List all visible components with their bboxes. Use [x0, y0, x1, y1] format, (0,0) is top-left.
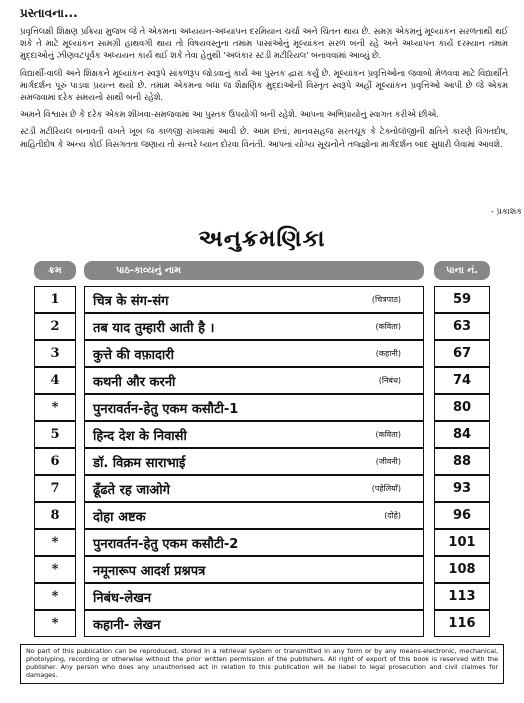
row-title: पुनरावर्तन-हेतु एकम कसौटी-1 [93, 401, 239, 417]
row-serial: 4 [34, 367, 76, 394]
row-name-cell [84, 313, 424, 340]
row-genre: (कविता) [375, 322, 401, 331]
header-serial: ક્રમ [34, 261, 76, 280]
row-genre: (कविता) [375, 430, 401, 439]
row-name-cell [84, 529, 424, 556]
header-page-number: પાના નં. [434, 261, 490, 280]
row-title: हिन्द देश के निवासी [93, 428, 187, 444]
row-serial: * [34, 556, 76, 583]
row-name-cell [84, 556, 424, 583]
row-title: कथनी और करनी [93, 374, 176, 390]
row-page: 93 [434, 475, 490, 502]
publisher-signature: - પ્રકાશક [490, 206, 522, 216]
row-genre: (दोहे) [384, 511, 401, 520]
preface-paragraph: પ્રવૃત્તિલક્ષી શિક્ષણ પ્રક્રિયા મુજબ જે તે એકમના અધ્યયન-અધ્યાપન દરમિયાન ચર્ચા અને ચિંતન થાય છે. સમગ્ર એકમનું મૂલ્યાંકન સરળતાથી થઈ શકે તે માટે મૂલ્યાંકન સામગ્રી હાથવગી થાય તો વિષયવસ્તુના તમામ પાસાંઓનું મૂલ્યાંકન સરળ બની રહે અને અધ્યાપન કાર્ય દરમ્યાન તમામ મુદ્દાઓનું ઝીણવટપૂર્વક અધ્યયન કાર્ય થઈ શકે તેવા હેતુથી 'અલંકાર સ્ટડી મટીરિયલ' બનાવવામાં આવ્યું છે. [20, 26, 508, 61]
row-name-cell [84, 286, 424, 313]
row-serial: * [34, 610, 76, 637]
row-name-cell [84, 583, 424, 610]
copyright-notice: No part of this publication can be reproduced, stored in a retrieval system or transmitted in any form or by any means-electronic, mechanical, photolyping, recording or otherwise without the prior written permission of the publishers. All right of export of this book is reserved with the publisher. Any person who does any unauthorised act in relation to this publication will be liabel to legal prosecution and civil claimes for damages. [20, 644, 504, 684]
row-name-cell [84, 448, 424, 475]
index-title: અનુક્રમણિકા [198, 226, 326, 252]
row-page: 67 [434, 340, 490, 367]
row-genre: (चित्रपाठ) [371, 295, 401, 304]
row-page: 59 [434, 286, 490, 313]
preface-paragraph: સ્ટડી મટીરિયલ બનાવતી વખતે ખૂબ જ કાળજી રાખવામાં આવી છે. આમ છતાં, માનવસહજ સરતચૂક કે ટેક્નોલૉજીની ક્ષતિને કારણે વિગતદોષ, માહિતીદોષ કે અન્ય કોઈ વિસંગતતા જણાય તો સત્વરે ધ્યાન દોરવા વિનંતી. આપનાં યોગ્ય સૂચનોને તજ્જ્ઞોના માર્ગદર્શન બાદ સુધારી લેવામાં આવશે. [20, 126, 508, 149]
row-serial: 8 [34, 502, 76, 529]
row-name-cell [84, 367, 424, 394]
row-name-cell [84, 475, 424, 502]
row-page: 96 [434, 502, 490, 529]
row-genre: (निबंध) [378, 376, 401, 385]
row-serial: 7 [34, 475, 76, 502]
row-title: चित्र के संग-संग [93, 293, 169, 309]
row-page: 80 [434, 394, 490, 421]
row-title: निबंध-लेखन [93, 590, 152, 606]
row-name-cell [84, 421, 424, 448]
row-title: कुत्ते की वफ़ादारी [93, 347, 174, 363]
row-serial: * [34, 529, 76, 556]
row-name-cell [84, 394, 424, 421]
row-page: 88 [434, 448, 490, 475]
row-title: तब याद तुम्हारी आती है । [93, 320, 215, 336]
header-lesson-name: પાઠ-કાવ્યનું નામ [84, 261, 424, 280]
row-title: ढूँढते रह जाओगे [93, 482, 170, 498]
row-page: 108 [434, 556, 490, 583]
row-title: पुनरावर्तन-हेतु एकम कसौटी-2 [93, 536, 239, 552]
row-page: 84 [434, 421, 490, 448]
row-serial: 3 [34, 340, 76, 367]
row-page: 116 [434, 610, 490, 637]
row-title: डॉ. विक्रम साराभाई [93, 455, 186, 471]
row-genre: (पहेलियाँ) [371, 484, 401, 493]
row-serial: 6 [34, 448, 76, 475]
row-serial: * [34, 583, 76, 610]
row-name-cell [84, 340, 424, 367]
row-page: 101 [434, 529, 490, 556]
row-page: 113 [434, 583, 490, 610]
row-serial: 1 [34, 286, 76, 313]
row-title: नमूनारूप आदर्श प्रश्नपत्र [93, 563, 206, 579]
row-serial: 5 [34, 421, 76, 448]
row-genre: (कहानी) [375, 349, 401, 358]
row-page: 63 [434, 313, 490, 340]
row-serial: 2 [34, 313, 76, 340]
row-serial: * [34, 394, 76, 421]
preface-title: પ્રસ્તાવના... [20, 6, 78, 20]
row-name-cell [84, 610, 424, 637]
row-page: 74 [434, 367, 490, 394]
row-title: दोहा अष्टक [93, 509, 146, 525]
row-name-cell [84, 502, 424, 529]
row-genre: (जीवनी) [375, 457, 401, 466]
preface-paragraph: અમને વિશ્વાસ છે કે દરેક એકમ શીખવા-સમજવામાં આ પુસ્તક ઉપયોગી બની રહેશે. આપના અભિપ્રાયોનું સ્વાગત કરીએ છીએ. [20, 109, 439, 120]
preface-paragraph: વિદ્યાર્થી-વાલી અને શિક્ષકને મૂલ્યાંકન સ્વરૂપે સાંકળરૂપ જોડવાનું કાર્ય આ પુસ્તક દ્વારા કર્યું છે. મૂલ્યાંકન પ્રવૃત્તિઓના જવાબો મેળવવા માટે વિદ્યાર્થીને માર્ગદર્શન પૂરું પાડવા પ્રયત્ન થયો છે. તમામ એકમના બધા જ શૈક્ષણિક મુદ્દાઓની વિસ્તૃત સ્વરૂપે અહીં મૂલ્યાંકન પ્રવૃત્તિઓ આપી છે જે એકમ સમજવામાં દરેક સમયનો સાથી બની રહેશે. [20, 67, 508, 103]
row-title: कहानी- लेखन [93, 617, 161, 633]
preface-section [20, 6, 508, 155]
